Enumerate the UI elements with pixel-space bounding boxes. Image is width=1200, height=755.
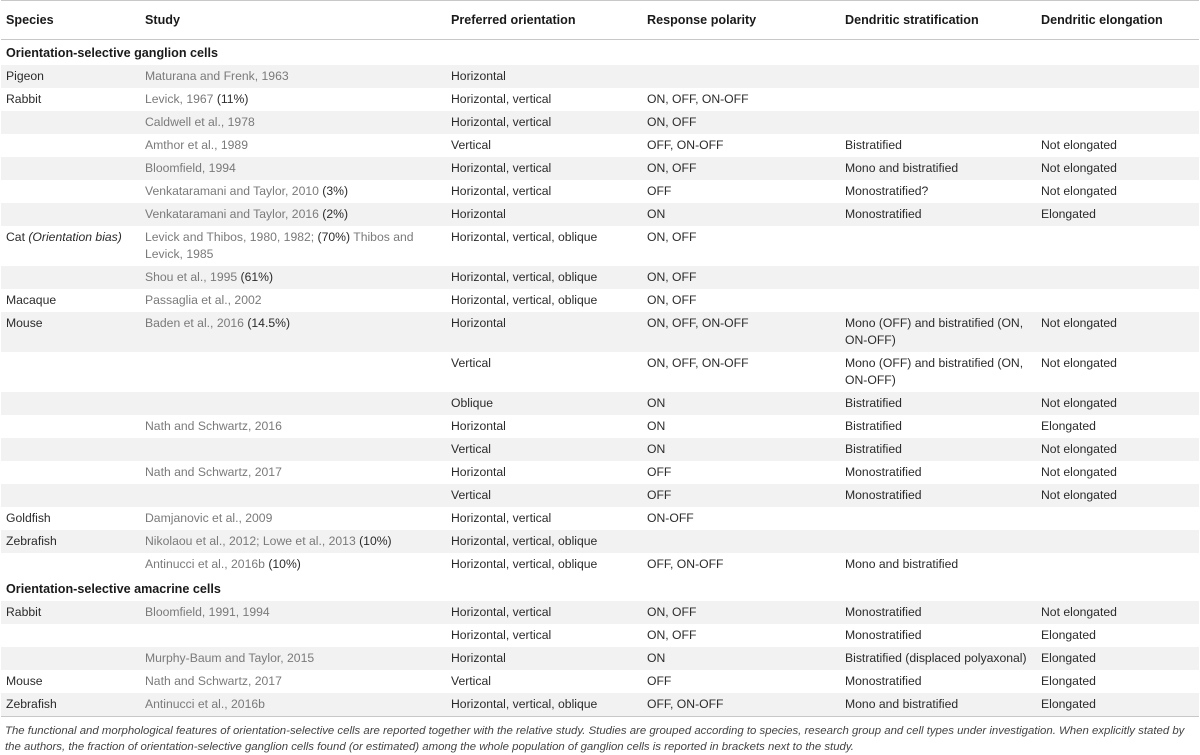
cell-species — [1, 601, 141, 624]
study-citation: Shou et al., 1995 — [145, 270, 238, 284]
species-name: Cat — [6, 230, 25, 244]
cell-stratification: Mono and bistratified — [845, 557, 959, 571]
study-citation: Amthor et al., 1989 — [145, 138, 248, 152]
cell-stratification — [841, 65, 1037, 88]
header-dendritic-stratification: Dendritic stratification — [841, 1, 1037, 40]
cell-study — [141, 438, 447, 461]
study-fraction: (70%) — [314, 230, 351, 244]
cell-study — [141, 415, 447, 438]
cell-study — [141, 203, 447, 226]
study-citation: Venkataramani and Taylor, 2016 — [145, 207, 319, 221]
study-fraction: (14.5%) — [243, 316, 290, 330]
cell-orientation: Vertical — [451, 674, 491, 688]
cell-species — [1, 392, 141, 415]
cell-study — [141, 484, 447, 507]
cell-orientation: Horizontal — [447, 65, 643, 88]
cell-species — [1, 289, 141, 312]
cell-species — [1, 484, 141, 507]
cell-species — [1, 693, 141, 717]
section-row — [1, 576, 1199, 601]
species-name: Zebrafish — [6, 534, 57, 548]
study-fraction: (3%) — [318, 184, 349, 198]
cell-species — [1, 438, 141, 461]
section-title: Orientation-selective amacrine cells — [6, 582, 221, 596]
cell-stratification — [841, 266, 1037, 289]
cell-study — [141, 157, 447, 180]
table-row — [1, 312, 1199, 352]
study-citation: Baden et al., 2016 — [145, 316, 244, 330]
table-row — [1, 392, 1199, 415]
cell-stratification: Mono (OFF) and bistratified (ON, ON-OFF) — [845, 356, 1024, 387]
cell-study — [141, 693, 447, 717]
cell-species — [1, 461, 141, 484]
table-row — [1, 111, 1199, 134]
species-name: Macaque — [6, 293, 57, 307]
table-body — [1, 40, 1199, 717]
cell-stratification: Mono and bistratified — [841, 693, 1037, 717]
cell-species — [1, 553, 141, 576]
species-name: Rabbit — [6, 92, 42, 106]
cell-polarity: OFF, ON-OFF — [647, 138, 724, 152]
table-row — [1, 601, 1199, 624]
cell-orientation: Horizontal, vertical — [447, 601, 643, 624]
cell-polarity: OFF — [643, 484, 841, 507]
cell-orientation: Horizontal, vertical — [451, 628, 552, 642]
species-name: Mouse — [6, 674, 43, 688]
study-citation: Maturana and Frenk, 1963 — [145, 69, 289, 83]
cell-orientation: Horizontal, vertical, oblique — [447, 530, 643, 553]
section-title: Orientation-selective ganglion cells — [6, 46, 219, 60]
cell-polarity: ON, OFF — [643, 111, 841, 134]
cell-orientation: Vertical — [447, 438, 643, 461]
study-citation: Nikolaou et al., 2012; Lowe et al., 2013 — [145, 534, 356, 548]
cell-stratification: Monostratified? — [845, 184, 929, 198]
cell-orientation: Horizontal, vertical — [451, 184, 552, 198]
cell-polarity: OFF, ON-OFF — [643, 693, 841, 717]
cell-species — [1, 266, 141, 289]
cell-polarity: ON — [643, 438, 841, 461]
cell-stratification: Monostratified — [845, 628, 922, 642]
cell-polarity: ON, OFF — [647, 230, 697, 244]
cell-stratification: Bistratified — [845, 419, 902, 433]
header-study: Study — [141, 1, 447, 40]
study-citation: Murphy-Baum and Taylor, 2015 — [145, 651, 315, 665]
study-citation: Damjanovic et al., 2009 — [145, 511, 273, 525]
cell-orientation: Horizontal, vertical, oblique — [451, 293, 598, 307]
table-row — [1, 530, 1199, 553]
study-fraction: (61%) — [237, 270, 274, 284]
cell-polarity: OFF — [647, 674, 672, 688]
cell-polarity — [643, 530, 841, 553]
cell-elongation: Not elongated — [1037, 157, 1199, 180]
cell-elongation: Not elongated — [1041, 465, 1117, 479]
cell-species — [1, 647, 141, 670]
cell-elongation: Not elongated — [1041, 356, 1117, 370]
cell-study — [141, 289, 447, 312]
table-row — [1, 624, 1199, 647]
header-species: Species — [1, 1, 141, 40]
cell-species — [1, 88, 141, 111]
cell-stratification: Monostratified — [845, 674, 922, 688]
table-row — [1, 266, 1199, 289]
cell-study — [141, 392, 447, 415]
cell-polarity: ON, OFF, ON-OFF — [643, 312, 841, 352]
cell-elongation: Not elongated — [1037, 484, 1199, 507]
species-name: Goldfish — [6, 511, 51, 525]
cell-orientation: Horizontal — [451, 419, 506, 433]
study-citation: Antinucci et al., 2016b — [145, 697, 265, 711]
cell-orientation: Horizontal, vertical, oblique — [451, 230, 598, 244]
cell-stratification: Monostratified — [845, 465, 922, 479]
cell-stratification — [841, 88, 1037, 111]
cell-stratification: Monostratified — [841, 601, 1037, 624]
cell-stratification — [841, 226, 1037, 266]
cell-stratification: Mono and bistratified — [841, 157, 1037, 180]
cell-elongation — [1037, 88, 1199, 111]
cell-species — [1, 226, 141, 266]
cell-orientation: Horizontal — [447, 312, 643, 352]
cell-polarity: ON-OFF — [647, 511, 694, 525]
cell-elongation — [1037, 507, 1199, 530]
cell-species — [1, 65, 141, 88]
cell-polarity: ON, OFF, ON-OFF — [647, 356, 749, 370]
header-row — [1, 1, 1199, 40]
cell-polarity: ON, OFF, ON-OFF — [647, 92, 749, 106]
cell-species — [1, 203, 141, 226]
species-name: Zebrafish — [6, 697, 57, 711]
cell-polarity: ON — [647, 419, 666, 433]
study-citation: Levick, 1967 — [145, 92, 214, 106]
orientation-cells-table — [1, 0, 1199, 717]
table-footnote: The functional and morphological features of orientation-selective cells are reported together with the relative study. Studies are grouped according to species, research group and cell types under investigation. When explicitly stated by the authors, the fraction of orientation-selective ganglion cells found (or estimated) among the whole population of ganglion cells is reported in brackets next to the study. — [5, 725, 1185, 753]
cell-study — [141, 266, 447, 289]
cell-orientation: Horizontal, vertical, oblique — [447, 266, 643, 289]
cell-elongation — [1037, 553, 1199, 576]
cell-stratification: Mono (OFF) and bistratified (ON, ON-OFF) — [841, 312, 1037, 352]
cell-elongation: Elongated — [1037, 693, 1199, 717]
cell-orientation: Horizontal — [447, 647, 643, 670]
cell-study — [141, 624, 447, 647]
cell-study — [141, 670, 447, 693]
study-citation: Caldwell et al., 1978 — [145, 115, 255, 129]
table-row — [1, 484, 1199, 507]
cell-elongation: Elongated — [1037, 203, 1199, 226]
table-row — [1, 415, 1199, 438]
cell-elongation — [1037, 111, 1199, 134]
cell-study — [141, 553, 447, 576]
cell-orientation: Horizontal, vertical, oblique — [451, 557, 598, 571]
cell-orientation: Horizontal, vertical — [447, 111, 643, 134]
cell-polarity: ON, OFF — [643, 157, 841, 180]
cell-study — [141, 601, 447, 624]
cell-elongation — [1037, 530, 1199, 553]
cell-species — [1, 530, 141, 553]
cell-stratification — [841, 530, 1037, 553]
table-row — [1, 507, 1199, 530]
cell-study — [141, 530, 447, 553]
cell-elongation: Not elongated — [1037, 438, 1199, 461]
cell-species — [1, 157, 141, 180]
cell-study — [141, 65, 447, 88]
cell-elongation: Not elongated — [1041, 184, 1117, 198]
study-citation: Antinucci et al., 2016b — [145, 557, 265, 571]
cell-orientation: Horizontal — [451, 465, 506, 479]
cell-stratification — [841, 111, 1037, 134]
study-citation: Nath and Schwartz, 2017 — [145, 674, 282, 688]
cell-polarity: ON — [643, 647, 841, 670]
cell-polarity: ON — [643, 203, 841, 226]
cell-stratification: Bistratified — [841, 392, 1037, 415]
table-row — [1, 203, 1199, 226]
study-citation-continued: Thibos and Levick, 1985 — [145, 230, 414, 261]
table-row — [1, 670, 1199, 693]
cell-polarity: ON, OFF — [647, 293, 697, 307]
table-row — [1, 226, 1199, 266]
study-fraction: (10%) — [355, 534, 392, 548]
study-citation: Venkataramani and Taylor, 2010 — [145, 184, 319, 198]
table-row — [1, 647, 1199, 670]
cell-study — [141, 111, 447, 134]
cell-stratification — [841, 289, 1037, 312]
cell-species — [1, 670, 141, 693]
table-row — [1, 553, 1199, 576]
cell-study — [141, 312, 447, 352]
species-name: Rabbit — [6, 605, 42, 619]
cell-orientation: Horizontal, vertical — [451, 511, 552, 525]
header-dendritic-elongation: Dendritic elongation — [1037, 1, 1199, 40]
cell-polarity: ON, OFF — [647, 628, 697, 642]
cell-polarity — [643, 65, 841, 88]
study-citation: Nath and Schwartz, 2017 — [145, 465, 282, 479]
cell-study — [141, 461, 447, 484]
cell-elongation: Elongated — [1041, 628, 1096, 642]
cell-orientation: Vertical — [451, 356, 491, 370]
cell-study — [141, 226, 447, 266]
study-citation: Levick and Thibos, 1980, 1982; — [145, 230, 315, 244]
cell-elongation: Not elongated — [1037, 601, 1199, 624]
table-row — [1, 157, 1199, 180]
cell-stratification: Monostratified — [841, 203, 1037, 226]
cell-orientation: Horizontal — [447, 203, 643, 226]
table-row — [1, 461, 1199, 484]
table-row — [1, 289, 1199, 312]
cell-elongation: Elongated — [1041, 674, 1096, 688]
header-response-polarity: Response polarity — [643, 1, 841, 40]
cell-orientation: Oblique — [447, 392, 643, 415]
cell-orientation: Vertical — [451, 138, 491, 152]
cell-polarity: ON — [643, 392, 841, 415]
study-citation: Nath and Schwartz, 2016 — [145, 419, 282, 433]
cell-study — [141, 352, 447, 392]
study-citation: Passaglia et al., 2002 — [145, 293, 262, 307]
species-name: Pigeon — [6, 69, 44, 83]
cell-orientation: Vertical — [447, 484, 643, 507]
cell-stratification — [841, 507, 1037, 530]
study-citation: Bloomfield, 1991, 1994 — [145, 605, 270, 619]
cell-species — [1, 111, 141, 134]
cell-study — [141, 507, 447, 530]
cell-study — [141, 180, 447, 203]
cell-stratification: Bistratified — [841, 438, 1037, 461]
cell-species — [1, 415, 141, 438]
cell-orientation: Horizontal, vertical — [447, 157, 643, 180]
cell-species — [1, 180, 141, 203]
cell-study — [141, 88, 447, 111]
header-preferred-orientation: Preferred orientation — [447, 1, 643, 40]
cell-elongation: Elongated — [1041, 419, 1096, 433]
cell-polarity: OFF, ON-OFF — [647, 557, 724, 571]
study-fraction: (2%) — [318, 207, 349, 221]
cell-species — [1, 312, 141, 352]
table-row — [1, 438, 1199, 461]
cell-species — [1, 352, 141, 392]
cell-stratification: Bistratified (displaced polyaxonal) — [841, 647, 1037, 670]
cell-polarity: ON, OFF — [643, 266, 841, 289]
cell-elongation: Not elongated — [1041, 138, 1117, 152]
species-name: Mouse — [6, 316, 43, 330]
table-row — [1, 693, 1199, 717]
cell-elongation — [1037, 289, 1199, 312]
species-note: (Orientation bias) — [24, 230, 122, 244]
cell-polarity: OFF — [647, 465, 672, 479]
cell-study — [141, 134, 447, 157]
study-citation: Bloomfield, 1994 — [145, 161, 236, 175]
cell-stratification: Monostratified — [841, 484, 1037, 507]
study-fraction: (11%) — [213, 92, 249, 106]
cell-polarity: OFF — [647, 184, 672, 198]
cell-study — [141, 647, 447, 670]
cell-stratification: Bistratified — [845, 138, 902, 152]
cell-orientation: Horizontal, vertical — [451, 92, 552, 106]
table-row — [1, 65, 1199, 88]
cell-elongation: Not elongated — [1037, 392, 1199, 415]
table-row — [1, 134, 1199, 157]
cell-elongation — [1037, 65, 1199, 88]
cell-elongation: Elongated — [1037, 647, 1199, 670]
table-row — [1, 352, 1199, 392]
cell-elongation: Not elongated — [1037, 312, 1199, 352]
cell-species — [1, 507, 141, 530]
section-row — [1, 40, 1199, 66]
cell-elongation — [1037, 226, 1199, 266]
table-row — [1, 88, 1199, 111]
table-row — [1, 180, 1199, 203]
cell-orientation: Horizontal, vertical, oblique — [447, 693, 643, 717]
cell-species — [1, 624, 141, 647]
cell-elongation — [1037, 266, 1199, 289]
study-fraction: (10%) — [264, 557, 301, 571]
cell-species — [1, 134, 141, 157]
cell-polarity: ON, OFF — [643, 601, 841, 624]
